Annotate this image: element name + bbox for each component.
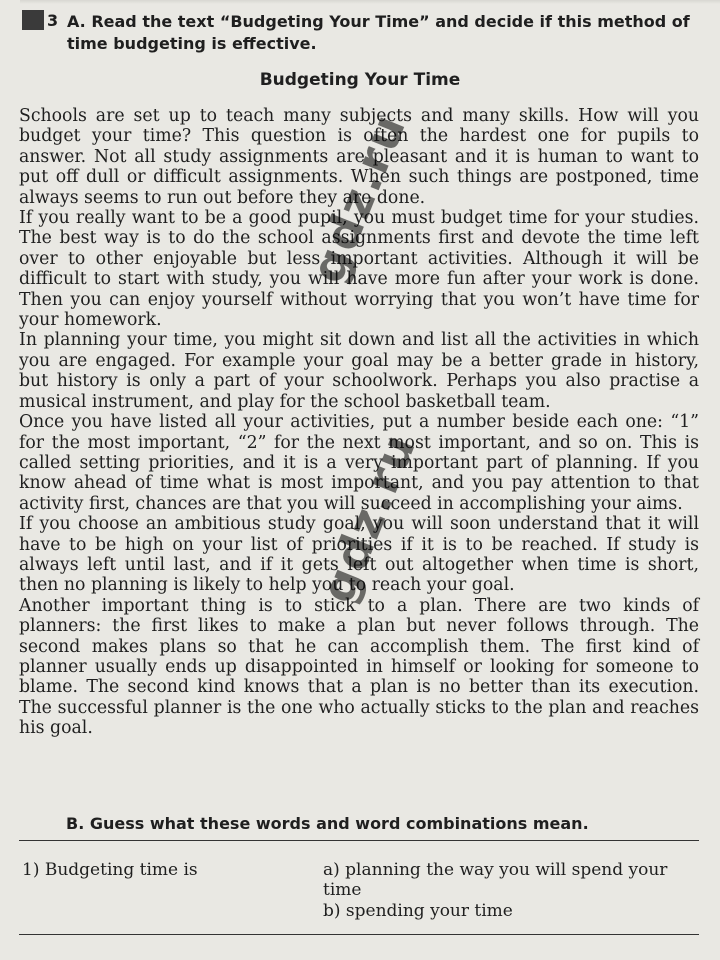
exercise-number: 3 — [47, 11, 59, 30]
task-b-instruction: B. Guess what these words and word combinations mean. — [66, 814, 589, 833]
paragraph-3: In planning your time, you might sit down and list all the activities in which you are engaged. For example your goal may be a better grade in history, but history is only a part of your schoolwork. Perhaps you also practise a musical instrument, and play for the school basketball team. — [19, 330, 699, 412]
paragraph-4: Once you have listed all your activities, put a number beside each one: “1” for the most important, “2” for the next most important, and so on. This is called setting priorities, and it is a very important part of planning. If you know ahead of time what is most important, and you pay attention to that activity first, chances are that you will succeed in accomplishing your aims. — [19, 412, 699, 514]
option-a: a) planning the way you will spend your time — [323, 860, 668, 900]
paragraph-6: Another important thing is to stick to a plan. There are two kinds of planners: the first likes to make a plan but never follows through. The second makes plans so that he can accomplish them. The first kind of planner usually ends up disappointed in himself or looking for someone to blame. The second kind knows that a plan is no better than its execution. The successful planner is the one who actually sticks to the plan and reaches his goal. — [19, 595, 699, 739]
text-title: Budgeting Your Time — [259, 70, 461, 90]
watermark-2: gdz.ru — [310, 425, 427, 611]
paragraph-2: If you really want to be a good pupil, you must budget time for your studies. The best way is to do the school assignments first and devote the time left over to other enjoyable but less important activities. Although it will be difficult to start with study, you will have more fun after your work is done. Then you can enjoy yourself without worrying that you won’t have time for your homework. — [19, 208, 699, 331]
table-top-rule — [19, 840, 699, 841]
task-a-instruction: A. Read the text “Budgeting Your Time” and decide if this method of time budgeting is effective. — [67, 12, 690, 53]
option-b: b) spending your time — [323, 901, 513, 921]
exercise-number-marker — [22, 10, 44, 30]
question-label: 1) Budgeting time is — [22, 860, 198, 880]
watermark-1: gdz.ru — [300, 105, 417, 291]
paragraph-1: Schools are set up to teach many subjects and many skills. How will you budget your time? This question is often the hardest one for pupils to answer. Not all study assignments are pleasant and it is human to want to put off dull or difficult assignments. When such things are postponed, time always seems to run out before they are done. — [19, 106, 699, 208]
page-edge-shadow — [20, 0, 720, 4]
table-bottom-rule — [19, 934, 699, 935]
paragraph-5: If you choose an ambitious study goal, you will soon understand that it will have to be high on your list of priorities if it is to be reached. If study is always left until last, and if it gets left out altogether when time is short, then no planning is likely to help you to reach your goal. — [19, 514, 699, 596]
